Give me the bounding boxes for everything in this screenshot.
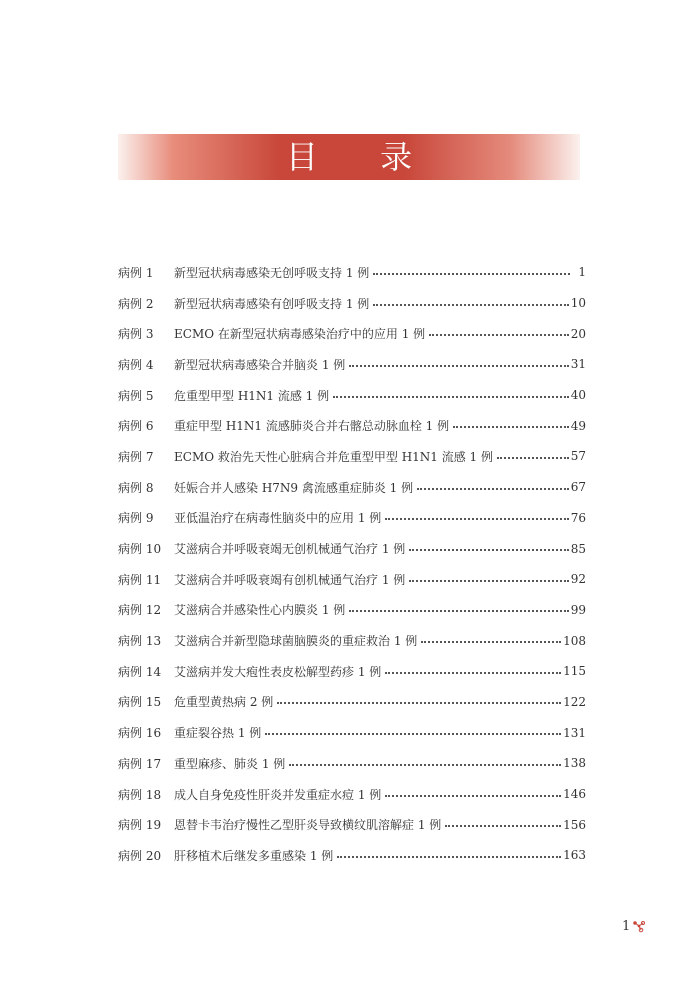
toc-entry[interactable] — [118, 748, 586, 779]
toc-entry[interactable] — [118, 625, 586, 656]
toc-page-number: 138 — [563, 756, 586, 771]
toc-entry-title: 妊娠合并人感染 H7N9 禽流感重症肺炎 1 例 — [174, 480, 414, 495]
toc-entry[interactable] — [118, 533, 586, 564]
page-number: 1 — [622, 918, 631, 934]
toc-page-number: 76 — [570, 510, 586, 525]
dot-leader — [349, 609, 568, 612]
toc-entry[interactable] — [118, 779, 586, 810]
toc-entry[interactable] — [118, 380, 586, 411]
toc-case-number: 病例 18 — [118, 787, 162, 802]
toc-page-number: 131 — [563, 725, 586, 740]
page-footer — [622, 917, 646, 935]
dot-leader — [349, 364, 568, 367]
toc-page-number: 85 — [570, 541, 586, 556]
toc-entry-title: 亚低温治疗在病毒性脑炎中的应用 1 例 — [174, 511, 382, 526]
dot-leader — [445, 824, 561, 827]
toc-case-number: 病例 17 — [118, 756, 162, 771]
toc-entry-title: ECMO 救治先天性心脏病合并危重型甲型 H1N1 流感 1 例 — [174, 449, 494, 464]
toc-entry-title: 重症裂谷热 1 例 — [174, 726, 262, 741]
toc-page-number: 67 — [570, 480, 586, 495]
toc-entry[interactable] — [118, 564, 586, 595]
toc-page-number: 10 — [570, 296, 586, 311]
dot-leader — [429, 333, 569, 336]
toc-entry[interactable] — [118, 503, 586, 534]
toc-entry[interactable] — [118, 717, 586, 748]
toc-entry-title: 艾滋病并发大疱性表皮松解型药疹 1 例 — [174, 664, 382, 679]
toc-case-number: 病例 6 — [118, 419, 154, 434]
dot-leader — [497, 456, 569, 459]
dot-leader — [385, 671, 561, 674]
toc-page-number: 40 — [570, 388, 586, 403]
toc-entry[interactable] — [118, 809, 586, 840]
toc-case-number: 病例 7 — [118, 449, 154, 464]
toc-entry-title: 危重型甲型 H1N1 流感 1 例 — [174, 388, 330, 403]
toc-entry-title: 新型冠状病毒感染合并脑炎 1 例 — [174, 357, 346, 372]
toc-case-number: 病例 5 — [118, 388, 154, 403]
toc-case-number: 病例 11 — [118, 572, 162, 587]
toc-entry-title: 新型冠状病毒感染无创呼吸支持 1 例 — [174, 265, 370, 280]
toc-entry[interactable] — [118, 472, 586, 503]
table-of-contents — [118, 257, 586, 871]
toc-page-number: 156 — [563, 817, 586, 832]
toc-entry-title: 重型麻疹、肺炎 1 例 — [174, 756, 286, 771]
dot-leader — [421, 640, 561, 643]
page-title: 目 录 — [285, 138, 439, 176]
toc-case-number: 病例 19 — [118, 818, 162, 833]
toc-entry-title: 新型冠状病毒感染有创呼吸支持 1 例 — [174, 296, 370, 311]
dot-leader — [265, 732, 561, 735]
toc-page-number: 57 — [570, 449, 586, 464]
dot-leader — [373, 303, 568, 306]
toc-case-number: 病例 10 — [118, 542, 162, 557]
toc-page-number: 115 — [563, 664, 586, 679]
toc-entry[interactable] — [118, 288, 586, 319]
toc-entry-title: 艾滋病合并呼吸衰竭无创机械通气治疗 1 例 — [174, 542, 406, 557]
toc-entry[interactable] — [118, 410, 586, 441]
dot-leader — [277, 701, 561, 704]
toc-page-number: 20 — [570, 326, 586, 341]
toc-page-number: 99 — [570, 602, 586, 617]
toc-entry[interactable] — [118, 318, 586, 349]
toc-entry-title: 危重型黄热病 2 例 — [174, 695, 274, 710]
dot-leader — [337, 855, 561, 858]
toc-page-number: 146 — [563, 787, 586, 802]
toc-case-number: 病例 9 — [118, 511, 154, 526]
toc-entry[interactable] — [118, 840, 586, 871]
dot-leader — [385, 794, 561, 797]
toc-case-number: 病例 4 — [118, 357, 154, 372]
toc-entry[interactable] — [118, 349, 586, 380]
toc-entry[interactable] — [118, 257, 586, 288]
toc-case-number: 病例 8 — [118, 480, 154, 495]
dot-leader — [453, 425, 569, 428]
toc-page-number: 31 — [570, 357, 586, 372]
toc-case-number: 病例 12 — [118, 603, 162, 618]
toc-entry[interactable] — [118, 441, 586, 472]
dot-leader — [385, 517, 568, 520]
toc-entry-title: 重症甲型 H1N1 流感肺炎合并右髂总动脉血栓 1 例 — [174, 419, 450, 434]
dot-leader — [373, 272, 570, 275]
toc-page-number: 163 — [563, 848, 586, 863]
toc-case-number: 病例 15 — [118, 695, 162, 710]
toc-page-number: 1 — [578, 265, 586, 280]
toc-entry[interactable] — [118, 595, 586, 626]
toc-case-number: 病例 16 — [118, 726, 162, 741]
toc-page-number: 108 — [563, 633, 586, 648]
toc-case-number: 病例 13 — [118, 634, 162, 649]
dot-leader — [409, 548, 568, 551]
molecule-icon — [632, 919, 646, 933]
toc-case-number: 病例 3 — [118, 327, 154, 342]
toc-entry-title: 艾滋病合并新型隐球菌脑膜炎的重症救治 1 例 — [174, 634, 418, 649]
toc-case-number: 病例 2 — [118, 296, 154, 311]
toc-entry-title: 成人自身免疫性肝炎并发重症水痘 1 例 — [174, 787, 382, 802]
toc-case-number: 病例 20 — [118, 848, 162, 863]
toc-entry-title: 艾滋病合并呼吸衰竭有创机械通气治疗 1 例 — [174, 572, 406, 587]
dot-leader — [417, 487, 569, 490]
toc-page-number: 49 — [570, 418, 586, 433]
title-banner — [118, 134, 580, 180]
toc-entry[interactable] — [118, 687, 586, 718]
toc-entry-title: 恩替卡韦治疗慢性乙型肝炎导致横纹肌溶解症 1 例 — [174, 818, 442, 833]
dot-leader — [289, 763, 561, 766]
toc-entry-title: 艾滋病合并感染性心内膜炎 1 例 — [174, 603, 346, 618]
toc-page-number: 92 — [570, 572, 586, 587]
toc-entry-title: ECMO 在新型冠状病毒感染治疗中的应用 1 例 — [174, 327, 426, 342]
dot-leader — [409, 579, 568, 582]
dot-leader — [333, 395, 569, 398]
toc-case-number: 病例 14 — [118, 664, 162, 679]
toc-page-number: 122 — [563, 694, 586, 709]
toc-entry[interactable] — [118, 656, 586, 687]
toc-entry-title: 肝移植术后继发多重感染 1 例 — [174, 848, 334, 863]
toc-case-number: 病例 1 — [118, 265, 154, 280]
